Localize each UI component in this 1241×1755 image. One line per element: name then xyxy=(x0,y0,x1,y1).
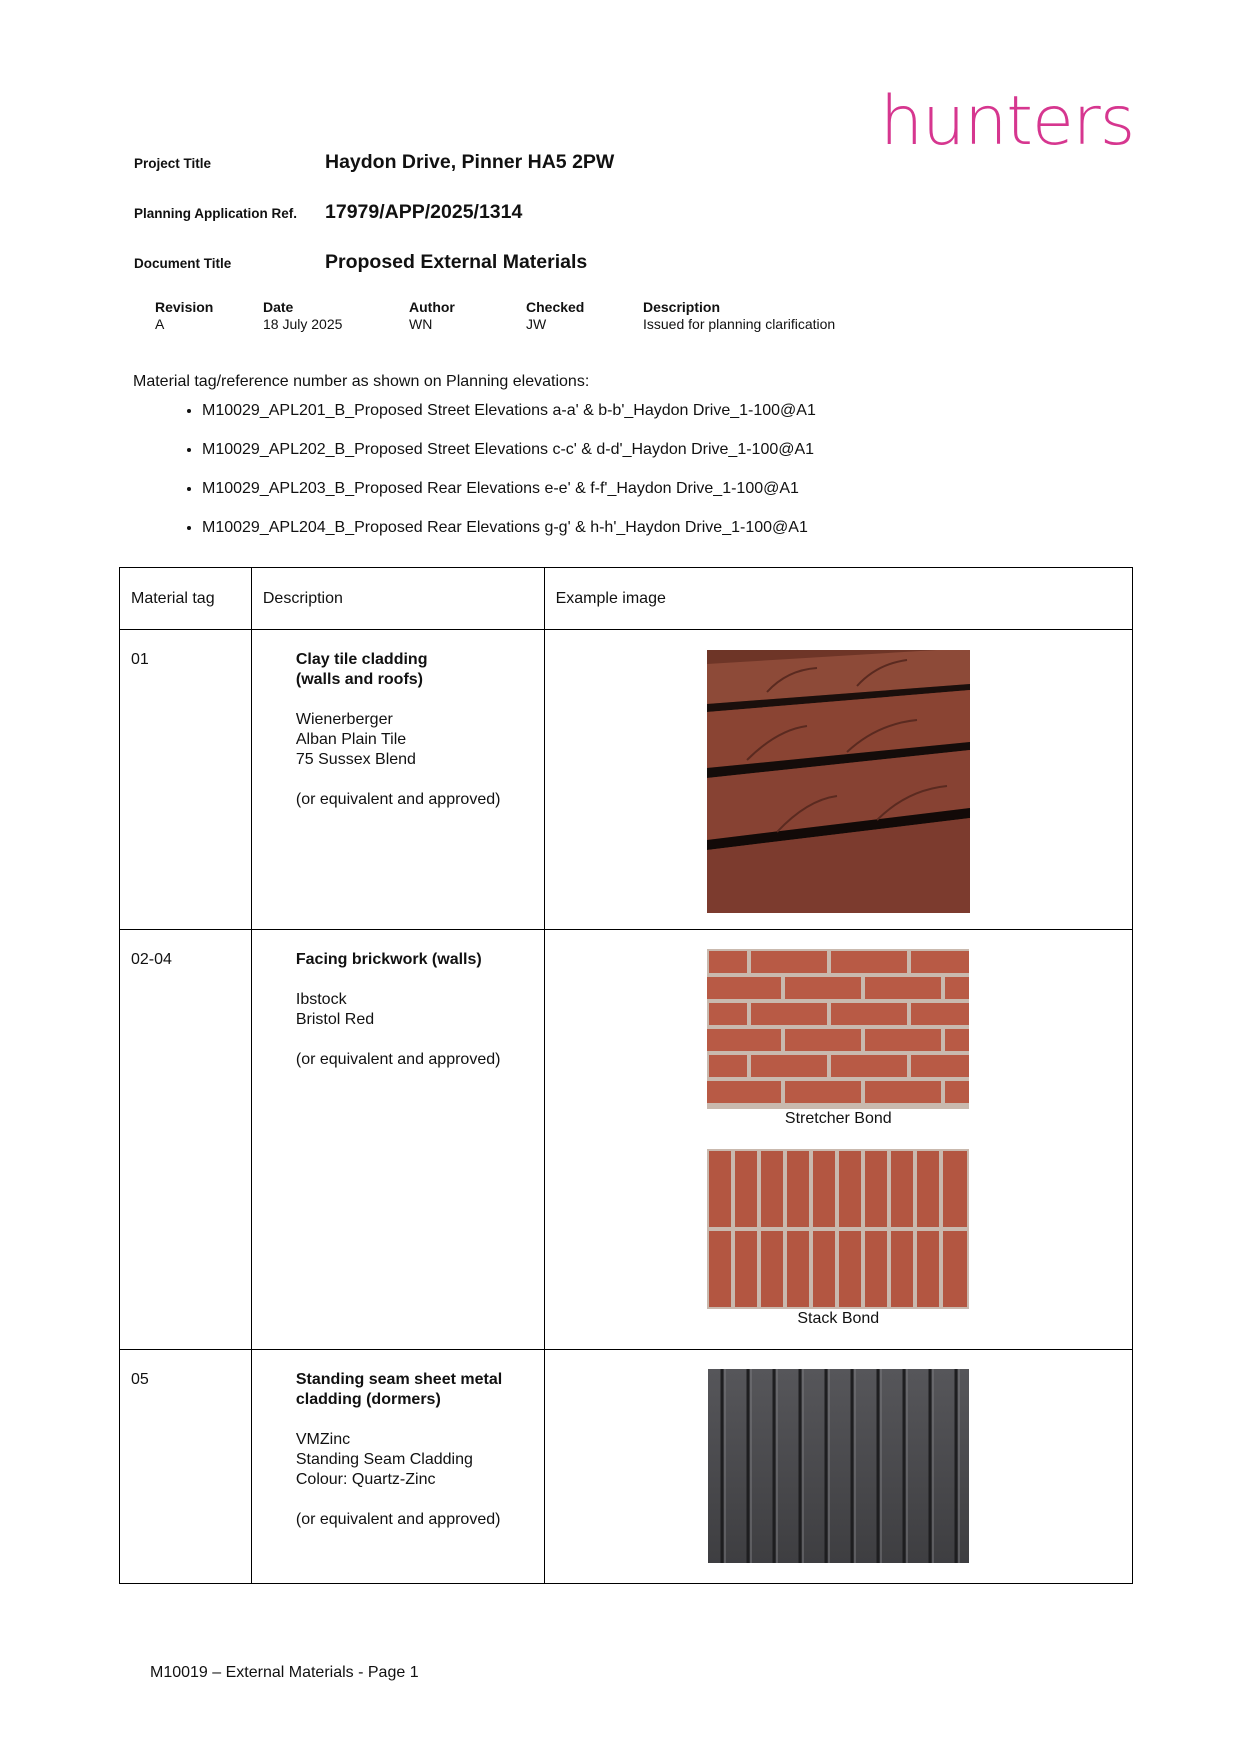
example-image-cell xyxy=(544,630,1132,930)
example-image-cell xyxy=(544,930,1132,1350)
list-item: • M10029_APL203_B_Proposed Rear Elevations e-e' & f-f'_Haydon Drive_1-100@A1 xyxy=(202,478,816,517)
material-note: (or equivalent and approved) xyxy=(295,1051,501,1068)
material-title: (walls and roofs) xyxy=(295,671,423,688)
example-image-cell xyxy=(544,1350,1132,1584)
material-detail: Ibstock xyxy=(295,991,347,1008)
material-detail: Wienerberger xyxy=(295,711,393,728)
date-value: 18 July 2025 xyxy=(263,316,343,332)
stack-bond-image xyxy=(707,1149,969,1309)
hunters-logo: hunters xyxy=(880,82,1135,161)
material-tag: 01 xyxy=(120,630,252,930)
material-detail: Standing Seam Cladding xyxy=(295,1451,473,1468)
stretcher-bond-image xyxy=(707,949,969,1109)
page-footer: M10019 – External Materials - Page 1 xyxy=(150,1664,419,1681)
image-caption: Stack Bond xyxy=(797,1310,880,1327)
materials-table xyxy=(119,567,1133,1584)
revision-header: Revision xyxy=(155,299,214,315)
project-title-label: Project Title xyxy=(134,156,212,171)
material-title: Standing seam sheet metal xyxy=(295,1371,503,1388)
material-description xyxy=(251,930,544,1350)
planning-ref: 17979/APP/2025/1314 xyxy=(325,201,523,223)
list-item: • M10029_APL202_B_Proposed Street Elevations c-c' & d-d'_Haydon Drive_1-100@A1 xyxy=(202,439,816,478)
date-header: Date xyxy=(263,299,294,315)
table-header-row xyxy=(120,568,1133,630)
material-detail: Bristol Red xyxy=(295,1011,375,1028)
material-note: (or equivalent and approved) xyxy=(295,791,501,808)
document-title-label: Document Title xyxy=(134,256,232,271)
header-material-tag: Material tag xyxy=(120,568,252,630)
list-item: • M10029_APL204_B_Proposed Rear Elevations g-g' & h-h'_Haydon Drive_1-100@A1 xyxy=(202,517,816,556)
zinc-cladding-image xyxy=(708,1369,969,1563)
material-detail: VMZinc xyxy=(295,1431,351,1448)
material-note: (or equivalent and approved) xyxy=(295,1511,501,1528)
material-description xyxy=(251,1350,544,1584)
material-title: Clay tile cladding xyxy=(295,651,428,668)
material-tag: 02-04 xyxy=(120,930,252,1350)
material-tag: 05 xyxy=(120,1350,252,1584)
material-detail: 75 Sussex Blend xyxy=(295,751,416,768)
material-detail: Alban Plain Tile xyxy=(295,731,407,748)
material-title: Facing brickwork (walls) xyxy=(295,951,482,968)
material-title: cladding (dormers) xyxy=(295,1391,441,1408)
material-description xyxy=(251,630,544,930)
author-header: Author xyxy=(409,299,455,315)
checked-header: Checked xyxy=(526,299,585,315)
description-value: Issued for planning clarification xyxy=(643,316,836,332)
table-row xyxy=(120,1350,1133,1584)
revision-value: A xyxy=(155,316,165,332)
document-title: Proposed External Materials xyxy=(325,251,588,273)
intro-text: Material tag/reference number as shown on Planning elevations: xyxy=(133,373,590,390)
table-row xyxy=(120,630,1133,930)
image-caption: Stretcher Bond xyxy=(784,1110,892,1127)
list-item: • M10029_APL201_B_Proposed Street Elevations a-a' & b-b'_Haydon Drive_1-100@A1 xyxy=(202,400,816,439)
author-value: WN xyxy=(409,316,433,332)
description-header: Description xyxy=(643,299,721,315)
table-row xyxy=(120,930,1133,1350)
material-detail: Colour: Quartz-Zinc xyxy=(295,1471,436,1488)
clay-tile-image xyxy=(707,650,970,913)
planning-ref-label: Planning Application Ref. xyxy=(134,206,298,221)
header-description: Description xyxy=(251,568,544,630)
checked-value: JW xyxy=(526,316,547,332)
header-example-image: Example image xyxy=(544,568,1132,630)
drawing-list xyxy=(160,400,816,556)
tile-course xyxy=(707,650,970,913)
project-title: Haydon Drive, Pinner HA5 2PW xyxy=(325,151,615,173)
